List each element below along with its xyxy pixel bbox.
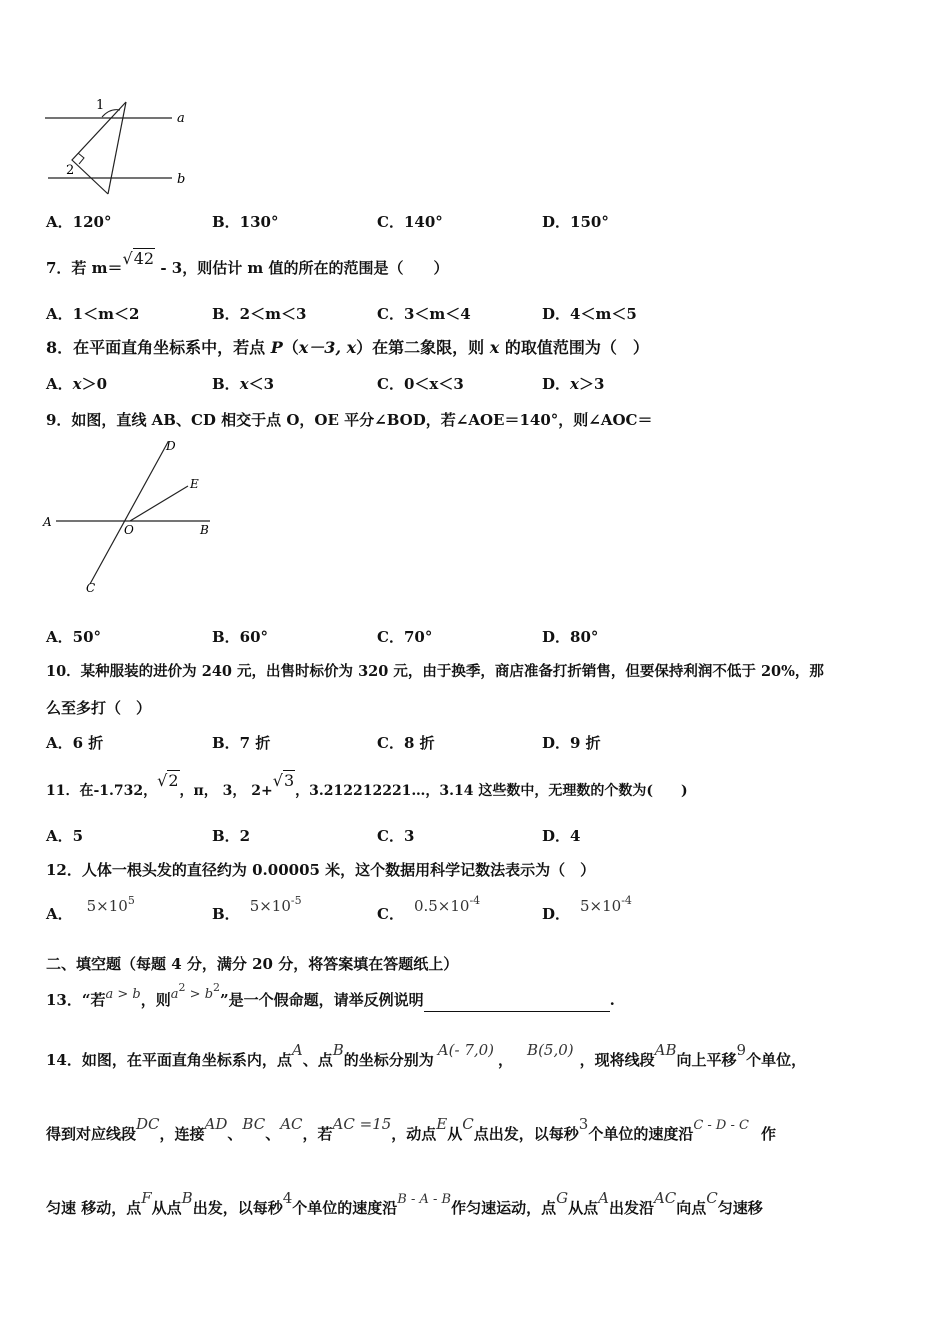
q12-option-b[interactable]: B． $5\times 10^{-5}$	[212, 894, 302, 923]
question-7	[46, 249, 449, 278]
label-D: D	[166, 439, 176, 453]
question-9: 9．如图，直线 AB、CD 相交于点 O，OE 平分∠BOD，若∠AOE＝140°，则∠AOC＝	[46, 411, 653, 429]
q9-option-a[interactable]: A．50°	[46, 628, 102, 646]
q11-option-c[interactable]: C．3	[377, 827, 415, 845]
label-A: A	[43, 515, 52, 529]
question-12: 12．人体一根头发的直径约为 0.00005 米，这个数据用科学记数法表示为（ ）	[46, 861, 596, 879]
q12-option-c[interactable]: C． $0.5\times 10^{-4}$	[377, 894, 481, 923]
q7-option-d[interactable]: D．4＜m＜5	[542, 305, 637, 323]
q10-option-d[interactable]: D．9 折	[542, 734, 601, 752]
question-14-line3: 匀速 移动，点F从点B出发，以每秒4个单位的速度沿B - A - B作匀速运动，点G从点A出发沿AC向点C匀速移	[46, 1189, 763, 1217]
q11-option-a[interactable]: A．5	[46, 827, 84, 845]
question-14-line2: 得到对应线段DC，连接AD、BC、AC，若AC =15，动点E从C点出发，以每秒3个单位的速度沿C - D - C 作	[46, 1115, 776, 1143]
line-a-label: a	[177, 111, 185, 126]
question-10-line2: 么至多打（ ）	[46, 699, 152, 717]
figure-parallel-lines	[40, 92, 200, 197]
q8-option-d[interactable]: D．x＞3	[542, 375, 605, 393]
q13-answer-blank[interactable]	[424, 997, 610, 1012]
label-E: E	[190, 477, 199, 491]
q9-option-b[interactable]: B．60°	[212, 628, 269, 646]
q9-option-d[interactable]: D．80°	[542, 628, 599, 646]
angle-1-label: 1	[96, 98, 105, 113]
q10-option-c[interactable]: C．8 折	[377, 734, 435, 752]
figure-intersecting-lines	[40, 436, 220, 598]
q8-option-a[interactable]: A．x＞0	[46, 375, 108, 393]
label-B: B	[200, 523, 209, 537]
label-O: O	[124, 523, 134, 537]
q6-option-b[interactable]: B．130°	[212, 213, 279, 231]
q11-option-d[interactable]: D．4	[542, 827, 581, 845]
q7-prefix: 7．若 m＝	[46, 259, 123, 277]
q6-option-a[interactable]: A．120°	[46, 213, 112, 231]
q10-option-a[interactable]: A．6 折	[46, 734, 104, 752]
q10-option-b[interactable]: B．7 折	[212, 734, 271, 752]
q12-option-d[interactable]: D． $5\times 10^{-4}$	[542, 894, 632, 923]
question-14-line1: 14．如图，在平面直角坐标系内，点A、点B的坐标分别为A(- 7,0)，B(5,0)，现将线段AB向上平移9个单位，	[46, 1041, 807, 1069]
q7-option-b[interactable]: B．2＜m＜3	[212, 305, 307, 323]
q7-suffix: - 3，则估计 m 值的所在的范围是（ ）	[155, 259, 449, 277]
q12-option-a[interactable]: A． $5\times 10^5$	[46, 894, 135, 923]
q7-option-a[interactable]: A．1＜m＜2	[46, 305, 140, 323]
q8-option-c[interactable]: C．0＜x＜3	[377, 375, 464, 393]
question-10-line1: 10．某种服装的进价为 240 元，出售时标价为 320 元，由于换季，商店准备打折销售，但要保持利润不低于 20%，那	[46, 663, 824, 680]
line-b-label: b	[177, 172, 186, 187]
question-13: 13．“若a > b，则$a^2 > b^2$”是一个假命题，请举反例说明 .	[46, 990, 615, 1012]
sqrt-42: √42	[122, 249, 155, 268]
sqrt-3: √3	[272, 771, 295, 790]
q6-option-c[interactable]: C．140°	[377, 213, 443, 231]
q9-option-c[interactable]: C．70°	[377, 628, 433, 646]
question-11: 11．在-1.732，√2，π， 3， 2+√3，3.212212221…，3.14 这些数中，无理数的个数为( )	[46, 771, 688, 799]
q8-option-b[interactable]: B．x＜3	[212, 375, 275, 393]
section-2-heading: 二、填空题（每题 4 分，满分 20 分，将答案填在答题纸上）	[46, 955, 459, 973]
angle-2-label: 2	[66, 163, 75, 178]
question-8: 8．在平面直角坐标系中，若点 P（x－3, x）在第二象限，则 x 的取值范围为（ ）	[46, 338, 649, 357]
q6-option-d[interactable]: D．150°	[542, 213, 609, 231]
q11-option-b[interactable]: B．2	[212, 827, 251, 845]
label-C: C	[86, 581, 96, 595]
sqrt-2: √2	[157, 771, 179, 790]
q7-option-c[interactable]: C．3＜m＜4	[377, 305, 471, 323]
